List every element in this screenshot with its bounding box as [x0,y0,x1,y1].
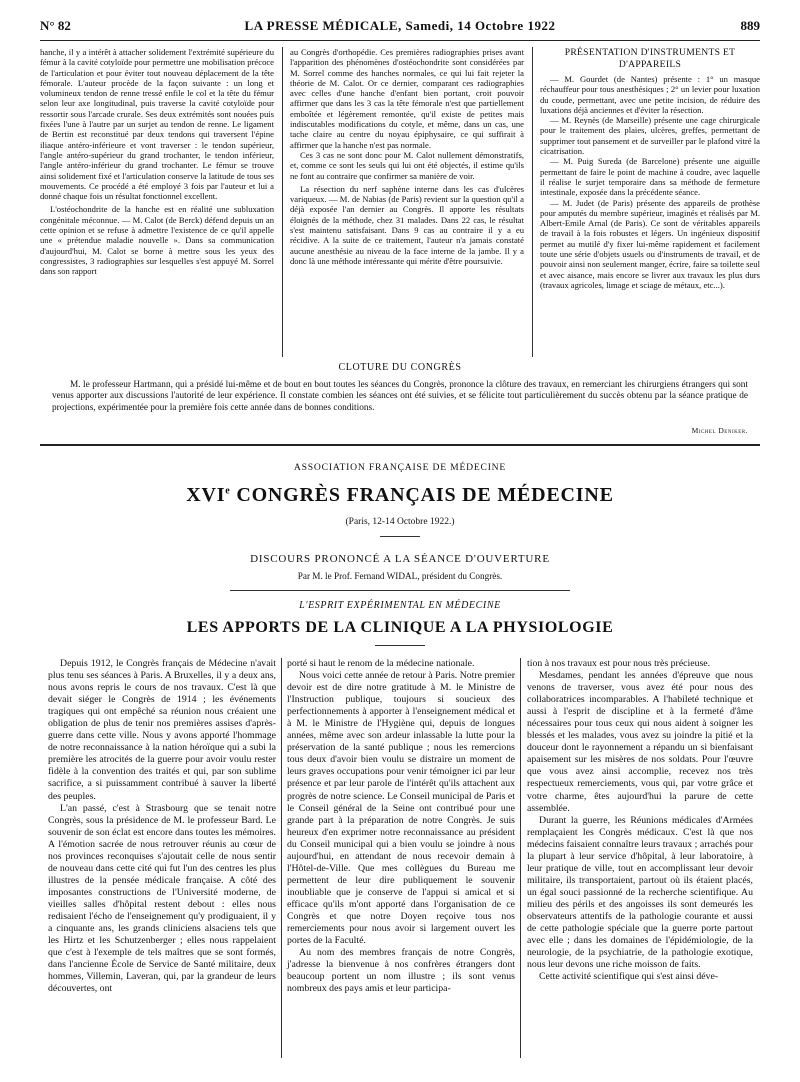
ornament-rule [375,645,425,646]
paragraph: Ces 3 cas ne sont donc pour M. Calot nullement démonstratifs, et, comme ce sont les seuls qui lui ont été objectés, il estime qu'ils ne font au contraire que confirmer sa manière de voir. [290,149,524,181]
journal-title: LA PRESSE MÉDICALE, Samedi, 14 Octobre 1922 [244,18,556,33]
paragraph: — M. Gourdet (de Nantes) présente : 1° un masque réchauffeur pour tous anesthésiques ; 2° un levier pour luxation du coude, permettant, avec une petite incision, de réduire des luxations déjà anciennes et d'éviter la résection. [540,74,760,115]
author-signature: Michel Deniker. [691,426,748,435]
paragraph: — M. Reynès (de Marseille) présente une cage chirurgicale pour le traitement des plaies, ulcères, greffes, permettant de supprimer tout pansement et de surveiller par le plafond vitré la cicatrisation. [540,115,760,157]
congress-roman: XVI [186,484,226,506]
paragraph: Depuis 1912, le Congrès français de Médecine n'avait plus tenu ses séances à Paris. A Bruxelles, il y a deux ans, nous avons repris le cours de nos travaux. C'est là que devait siéger le Congrès de 1914 ; les événements tragiques qui ont empêché sa réunion nous créaient une obligation de plus de tenir nos premières assises d'après-guerre dans cette ville. Nous y avons apporté l'hommage de notre reconnaissance à la nation héroïque qui a subi la première les atrocités de la guerre pour avoir voulu rester fidèle à la convention des traités et qui, par son sublime sacrifice, a si puissamment contribué à sauver la liberté des peuples. [48,658,276,802]
paragraph: La résection du nerf saphène interne dans les cas d'ulcères variqueux. — M. de Nabias (de Paris) revient sur la question qu'il a déjà exposée l'an dernier au Congrès. Il apporte les résultats éloignés de la méthode, chez 31 malades. Dans 22 cas, le résultat s'est maintenu satisfaisant. Dans 9 cas au contraire il y a eu récidive. A la suite de ce traitement, l'auteur n'a jamais constaté aucune anesthésie au niveau de la face interne de la jambe. Il y a donc là une méthode intéressante qui mérite d'être poursuivie. [290,183,524,266]
article-title: LES APPORTS DE LA CLINIQUE A LA PHYSIOLOGIE [186,619,614,636]
paragraph: L'ostéochondrite de la hanche est en réalité une subluxation congénitale méconnue. — M. Calot (de Berck) défend depuis un an cette opinion et se refuse à admettre l'existence de ce qu'il appelle une « prétendue maladie nouvelle ». Dans sa communication d'aujourd'hui, M. Calot se borne à mettre sous les yeux des congressistes, 3 radiographies sur lesquelles s'est appuyé M. Sorrel dans son rapport [40,204,274,277]
body-column-3 [527,658,753,983]
paragraph: — M. Puig Sureda (de Barcelone) présente une aiguille permettant de faire le point de machine à coudre, avec laquelle il réalise le surjet temporaire dans sa méthode de fermeture intestinale, exposée dans la précédente séance. [540,156,760,198]
top-column-3 [540,47,760,290]
congress-name: CONGRÈS FRANÇAIS DE MÉDECINE [230,484,614,506]
paragraph: tion à nos travaux est pour nous très précieuse. [527,658,711,669]
closing-body [52,380,748,414]
top-column-1 [40,47,274,277]
column-divider [532,47,533,357]
paragraph: porté si haut le renom de la médecine nationale. [287,658,475,669]
section-rule [40,444,760,446]
paragraph: Durant la guerre, les Réunions médicales d'Armées remplaçaient les Congrès médicaux. C'est là que nos médecins faisaient connaître leurs travaux ; arrachés pour la plupart à leur service d'hôpital, à leur laboratoire, à leur pratique de ville, tout en accomplissant leur devoir militaire, ils transportaient, partout où ils étaient placés, un égal souci passionné de la recherche scientifique. Au milieu des périls et des angoisses ils sont demeurés les observateurs attentifs de la pathologie courante et aussi de cette pathologie spéciale que la guerre porte partout avec elle ; dans les domaines de l'épidémiologie, de la neurologie, de la psychiatrie, de la pathologie exotique, nous leur devons une riche moisson de faits. [527,814,753,971]
esprit-heading: L'ESPRIT EXPÉRIMENTAL EN MÉDECINE [299,600,501,611]
paragraph: L'an passé, c'est à Strasbourg que se tenait notre Congrès, sous la présidence de M. le professeur Bard. Le souvenir de son éclat est encore dans toutes les mémoires. A l'émotion sacrée de nous retrouver réunis au cœur de nos provinces reconquises s'ajoutait celle de nous sentir de nouveau dans cette cité qui fut l'un des centres les plus illustres de la pensée médicale française. A côté des imposantes constructions de l'Université moderne, de vieilles salles d'hôpital restent debout : elles nous redisaient l'écho de l'enseignement qu'y prodiguaient, il y a cinquante ans, les grands cliniciens alsaciens tels que les Hirtz et les Schutzenberger ; elles nous rappelaient que c'est à l'exemple de tels maîtres que se sont formés, dans l'ancienne École de Service de Santé militaire, deux hommes, Villemin, Laveran, qui, par la grandeur de leurs découvertes, ont [48,802,276,995]
congress-ordinal: e [225,485,231,497]
discours-byline: Par M. le Prof. Fernand WIDAL, président du Congrès. [297,571,503,581]
ornament-rule [230,590,570,591]
header-rule [40,40,760,41]
body-column-1 [48,658,276,995]
section-heading-instruments: PRÉSENTATION D'INSTRUMENTS ET D'APPAREILS [564,47,736,70]
column-divider [520,658,521,1058]
congress-dates: (Paris, 12-14 Octobre 1922.) [345,517,455,527]
column-divider [281,658,282,1058]
top-column-2 [290,47,524,266]
paragraph: — M. Judet (de Paris) présente des appareils de prothèse pour amputés du membre supérieur, imaginés et réalisés par M. Albert-Emile Arnal (de Paris). Ce sont de véritables appareils de travail à la fois robustes et légers. Un ingénieux dispositif permet au mutilé d'y fixer lui-même rapidement et facilement toute une série d'objets usuels ou d'instruments de travail, et de pouvoir ainsi non seulement manger, écrire, faire sa toilette seul et avec aisance, mais encore se livrer aux travaux les plus durs (travaux agricoles, limage et sciage de métaux, etc...). [540,197,760,290]
association-heading: ASSOCIATION FRANÇAISE DE MÉDECINE [293,462,507,473]
congress-title [40,484,760,507]
discours-heading: DISCOURS PRONONCÉ A LA SÉANCE D'OUVERTURE [250,553,550,565]
body-column-2 [287,658,515,995]
paragraph: Mesdames, pendant les années d'épreuve que nous venons de traverser, vous avez été pour nous des collaboratrices incomparables. A l'habileté technique et aussi à l'esprit de discipline et à la fermeté d'âme nécessaires pour tous ceux qui nous aident à soigner les blessés et les malades, vous avez su joindre la pitié et la douceur dont le rayonnement a répandu un si bienfaisant apaisement sur les misères de nos soldats. Pour l'œuvre que vous avez ainsi accomplie, recevez nos très respectueux remerciements, vous qui, par votre grâce et votre charme, êtes aujourd'hui la parure de cette assemblée. [527,670,753,814]
paragraph: hanche, il y a intérêt à attacher solidement l'extrémité supérieure du fémur à la cavité cotyloïde pour permettre une mobilisation précoce de l'articulation et pour éviter tout nouveau déplacement de la tête fémorale. L'auteur procède de la façon suivante : un long et volumineux tendon de renne tressé enfile le col et la tête du fémur selon leur axe longitudinal, puis traverse la cavité cotyloïde pour ressortir sous l'arcade crurale. Ses deux extrémités sont nouées puis fixées l'une à l'autre par un surjet au tendon de renne. Le ligament de Bertin est reconstitué par deux tendons qui traversent l'épine iliaque antéro-inférieure et vont traverser : le tendon supérieur, l'angle antéro-supérieur du grand trochanter, le tendon inférieur, l'angle antéro-inférieur du grand trochanter. Le fémur se trouve ainsi solidement fixé et l'articulation conserve la latitude de tous ses mouvements. Ce procédé a été employé 3 fois par l'auteur et lui a donné chaque fois un résultat fonctionnel excellent. [40,47,274,202]
paragraph: M. le professeur Hartmann, qui a présidé lui-même et de bout en bout toutes les séances du Congrès, prononce la clôture des travaux, en remerciant les chirurgiens étrangers qui sont venus apporter aux discussions l'autorité de leur expérience. Il constate combien les séances ont été suivies, et se félicite tout particulièrement du succès obtenu par la séance pratique de projections, expérimentée pour la première fois cette année dans de bonnes conditions. [52,380,748,413]
running-head [40,18,760,38]
paragraph: Au nom des membres français de notre Congrès, j'adresse la bienvenue à nos confrères étrangers dont beaucoup portent un nom illustre ; ils sont venus nombreux des pays amis et leur participa- [287,947,515,995]
issue-number: N° 82 [40,18,71,33]
ornament-rule [380,536,420,537]
paragraph: au Congrès d'orthopédie. Ces premières radiographies prises avant l'apparition des phénomènes d'ostéochondrite sont considérées par M. Sorrel comme des hanches normales, ce qui lui fait rejeter la théorie de M. Calot. Or ce dernier, comparant ces radiographies avec celles d'une hanche d'enfant bien portant, croit pouvoir affirmer que dans les 3 cas la tête fémorale n'est que partiellement emboîtée et légèrement remontée, qu'il existe de petites mais indiscutables modifications du cotyle, et même, dans un cas, une tache claire au centre du noyau épiphysaire, ce qui suffirait à affirmer que la hanche n'est pas normale. [290,47,524,150]
paragraph: Cette activité scientifique qui s'est ainsi déve- [539,971,719,983]
paragraph: Nous voici cette année de retour à Paris. Notre premier devoir est de dire notre gratitude à M. le Ministre de l'Instruction publique, toujours si soucieux des perfectionnements à apporter à l'enseignement médical et à M. le Ministre de l'Hygiène qui, depuis de longues années, même avec son ardeur inlassable la lutte pour la préservation de la santé publique ; nous les remercions tous deux d'avoir bien voulu se distraire un moment de leurs graves occupations pour venir témoigner ici par leur présence et par leur parole de l'intérêt qu'ils attachent aux progrès de notre science. Le Conseil municipal de Paris et le Conseil général de la Seine ont contribué pour une grande part à la préparation de notre Congrès. Je suis heureux d'en exprimer notre reconnaissance au président du Conseil municipal qui a bien voulu se joindre à nous aujourd'hui, en attendant de nous recevoir demain à l'Hôtel-de-Ville. Que mes collègues du Bureau me permettent de leur dire publiquement le souvenir inoubliable que je conserve de l'appui si amical et si efficace qu'ils m'ont apporté dans l'organisation de ce Congrès et que notre Doyen reçoive tous nos remerciements pour nous avoir si largement ouvert les portes de la Faculté. [287,670,515,947]
closing-title: CLOTURE DU CONGRÈS [338,362,462,373]
page-number: 889 [740,18,760,33]
column-divider [282,47,283,357]
